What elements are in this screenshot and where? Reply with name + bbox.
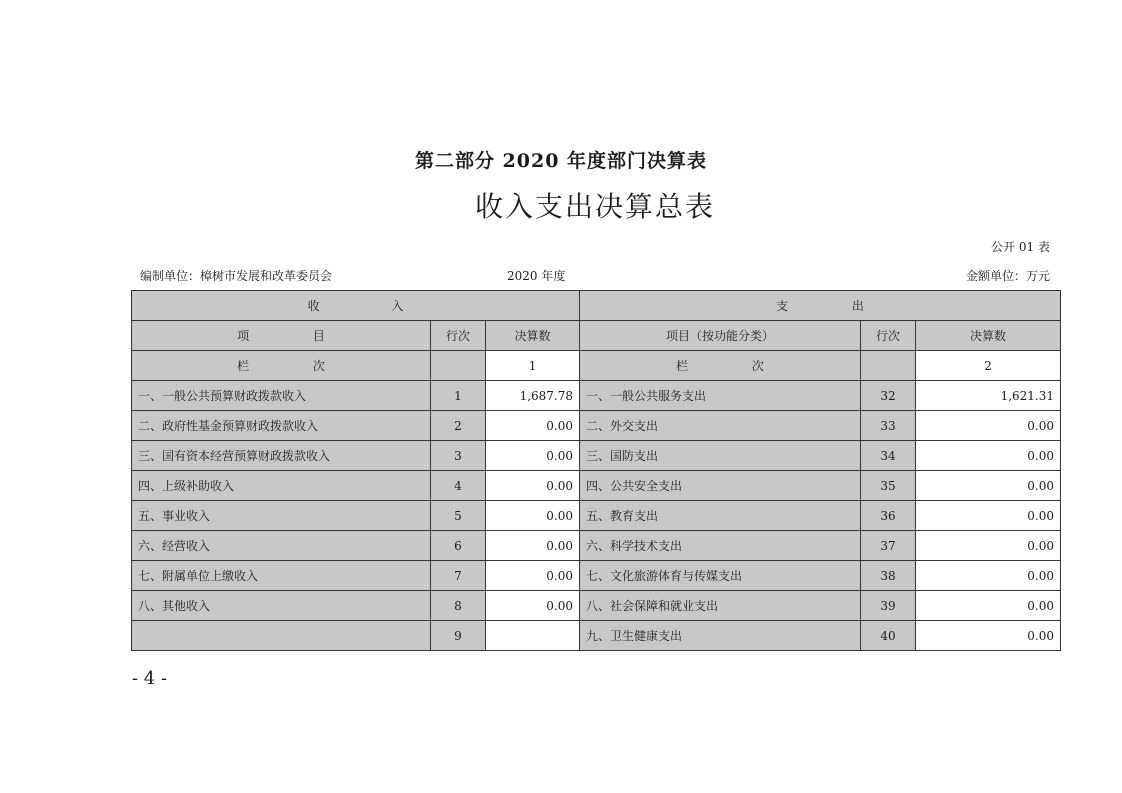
expense-item: 六、科学技术支出 (580, 531, 861, 561)
fiscal-year: 2020 年度 (507, 269, 566, 283)
expense-line-number: 32 (861, 381, 916, 411)
income-line-number: 8 (431, 591, 486, 621)
expense-amount: 0.00 (916, 591, 1061, 621)
page-number: - 4 - (132, 668, 168, 689)
table-row (132, 381, 1061, 411)
table-row (132, 411, 1061, 441)
income-amount (486, 621, 580, 651)
income-amount: 0.00 (486, 531, 580, 561)
table-section-header-row (132, 291, 1061, 321)
income-amount: 0.00 (486, 441, 580, 471)
expense-item: 五、教育支出 (580, 501, 861, 531)
expense-item: 一、一般公共服务支出 (580, 381, 861, 411)
blank-cell (861, 351, 916, 381)
income-item: 一、一般公共预算财政拨款收入 (132, 381, 431, 411)
expense-amount: 0.00 (916, 471, 1061, 501)
income-amount: 0.00 (486, 591, 580, 621)
income-item: 六、经营收入 (132, 531, 431, 561)
expense-amount: 0.00 (916, 621, 1061, 651)
table-row (132, 621, 1061, 651)
expense-amount: 0.00 (916, 501, 1061, 531)
income-line-number: 2 (431, 411, 486, 441)
expense-item: 九、卫生健康支出 (580, 621, 861, 651)
expense-line-number: 34 (861, 441, 916, 471)
income-item: 四、上级补助收入 (132, 471, 431, 501)
blank-cell (431, 351, 486, 381)
compiling-unit: 编制单位：樟树市发展和改革委员会 (140, 269, 333, 283)
income-line-number: 1 (431, 381, 486, 411)
expense-amount: 1,621.31 (916, 381, 1061, 411)
expense-amount: 0.00 (916, 531, 1061, 561)
income-line-number: 7 (431, 561, 486, 591)
income-line-number: 5 (431, 501, 486, 531)
income-item: 三、国有资本经营预算财政拨款收入 (132, 441, 431, 471)
expense-line-number: 40 (861, 621, 916, 651)
expense-line-number: 38 (861, 561, 916, 591)
expense-line-number: 36 (861, 501, 916, 531)
col-header-item: 项 目 (132, 321, 431, 351)
lanci-label-2: 栏 次 (580, 351, 861, 381)
expense-amount: 0.00 (916, 561, 1061, 591)
expense-item: 八、社会保障和就业支出 (580, 591, 861, 621)
col-header-line-2: 行次 (861, 321, 916, 351)
page-title: 收入支出决算总表 (474, 190, 715, 223)
income-line-number: 3 (431, 441, 486, 471)
income-expense-table (131, 290, 1061, 651)
expense-item: 四、公共安全支出 (580, 471, 861, 501)
col-header-amount-2: 决算数 (916, 321, 1061, 351)
table-row (132, 471, 1061, 501)
expense-item: 二、外交支出 (580, 411, 861, 441)
money-unit: 金额单位：万元 (965, 269, 1050, 283)
table-row (132, 531, 1061, 561)
expense-section-header: 支 出 (580, 291, 1061, 321)
expense-line-number: 33 (861, 411, 916, 441)
income-section-header: 收 入 (132, 291, 580, 321)
income-line-number: 6 (431, 531, 486, 561)
expense-amount: 0.00 (916, 411, 1061, 441)
income-amount: 0.00 (486, 471, 580, 501)
col-header-line: 行次 (431, 321, 486, 351)
table-column-number-row (132, 351, 1061, 381)
expense-line-number: 35 (861, 471, 916, 501)
table-row (132, 561, 1061, 591)
income-item (132, 621, 431, 651)
income-item: 五、事业收入 (132, 501, 431, 531)
col-number-2: 2 (916, 351, 1061, 381)
form-number: 公开 01 表 (991, 240, 1050, 254)
income-line-number: 4 (431, 471, 486, 501)
expense-line-number: 39 (861, 591, 916, 621)
table-column-header-row (132, 321, 1061, 351)
income-amount: 0.00 (486, 501, 580, 531)
expense-item: 三、国防支出 (580, 441, 861, 471)
table-row (132, 501, 1061, 531)
expense-line-number: 37 (861, 531, 916, 561)
income-line-number: 9 (431, 621, 486, 651)
table-row (132, 441, 1061, 471)
expense-item: 七、文化旅游体育与传媒支出 (580, 561, 861, 591)
income-item: 二、政府性基金预算财政拨款收入 (132, 411, 431, 441)
income-item: 七、附属单位上缴收入 (132, 561, 431, 591)
expense-amount: 0.00 (916, 441, 1061, 471)
income-amount: 0.00 (486, 411, 580, 441)
income-amount: 1,687.78 (486, 381, 580, 411)
col-number-1: 1 (486, 351, 580, 381)
table-row (132, 591, 1061, 621)
lanci-label: 栏 次 (132, 351, 431, 381)
col-header-amount: 决算数 (486, 321, 580, 351)
col-header-item-func: 项目（按功能分类） (580, 321, 861, 351)
income-item: 八、其他收入 (132, 591, 431, 621)
income-amount: 0.00 (486, 561, 580, 591)
part-title: 第二部分 2020 年度部门决算表 (414, 150, 708, 172)
